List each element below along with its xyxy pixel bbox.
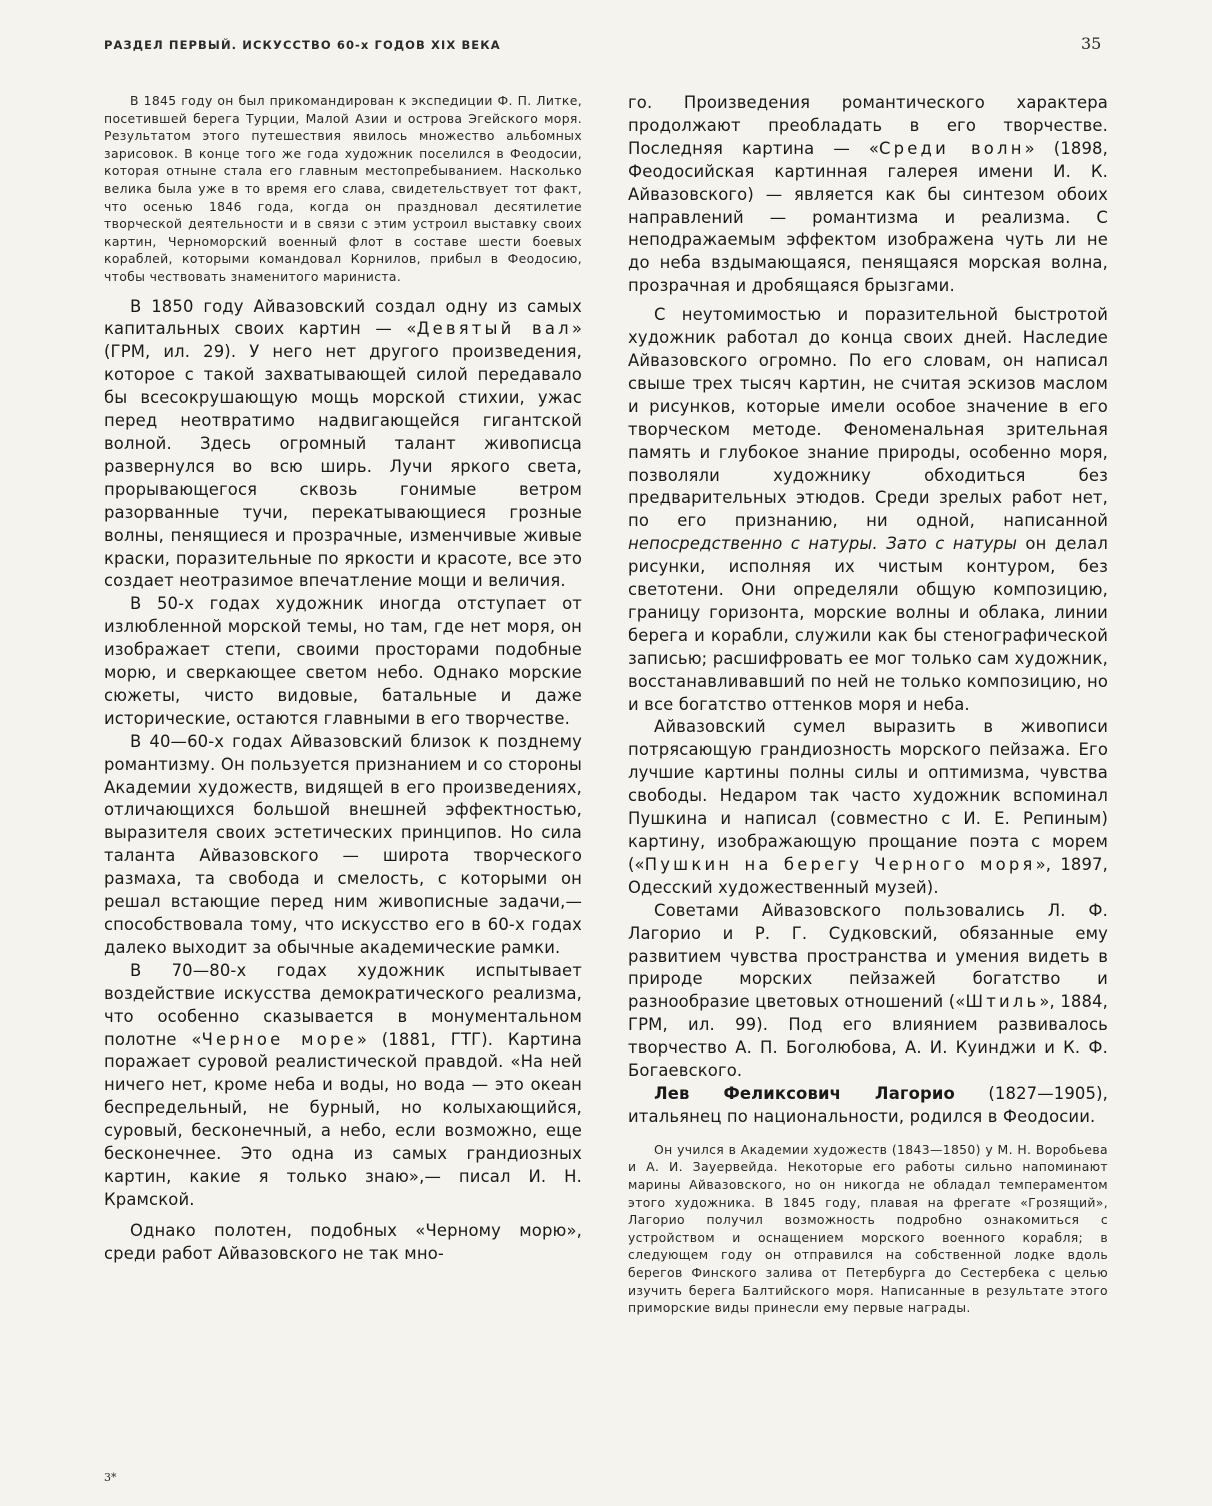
text-run: В 1850 году Айвазовский создал одну из самых капитальных своих картин — « <box>104 296 582 339</box>
running-head: РАЗДЕЛ ПЕРВЫЙ. ИСКУССТВО 60-х ГОДОВ XIX ВЕКА <box>104 38 501 52</box>
signature-mark: 3* <box>104 1471 117 1484</box>
text-run: он делал рисунки, исполняя их чистым контуром, без светотени. Они определяли общую композицию, границу горизонта, морские волны и облака, линии берега и корабли, служили как бы стенографической записью; расшифровать ее мог только сам художник, восстанавливавший по ней не только композицию, но и все богатство оттенков моря и неба. <box>628 534 1108 714</box>
small-print-note: В 1845 году он был прикомандирован к экспедиции Ф. П. Литке, посетившей берега Турции, Малой Азии и острова Эгейского моря. Результатом этого путешествия явилось множество альбомных зарисовок. В конце того же года художник поселился в Феодосии, которая отныне стала его главным местопребыванием. Насколько велика была уже в то время его слава, свидетельствует тот факт, что осенью 1846 года, когда он праздновал десятилетие творческой деятельности и в связи с этим устроил выставку своих картин, Черноморский военный флот в составе шести боевых кораблей, которыми командовал Корнилов, прибыл в Феодосию, чтобы чествовать знаменитого мариниста. <box>104 93 582 284</box>
italic-phrase: Зато с натуры <box>886 534 1018 554</box>
body-paragraph <box>628 304 1108 716</box>
body-paragraph <box>628 716 1108 899</box>
text-run: », 1884, ГРМ, ил. 99). Под его влиянием развивалось творчество А. П. Боголюбова, А. И. Куинджи и К. Ф. Богаевского. <box>628 992 1108 1081</box>
right-column <box>628 92 1108 1327</box>
text-run: » (1898, Феодосийская картинная галерея имени И. К. Айвазовского) — является как бы синтезом обоих направлений — романтизма и реализма. С неподражаемым эффектом изображена чуть ли не до неба вздымающаяся, пенящаяся морская волна, прозрачная и дробящаяся брызгами. <box>628 138 1108 296</box>
artist-name: Лев Феликсович Лагорио <box>654 1083 955 1103</box>
painting-title: Штиль <box>965 992 1040 1012</box>
painting-title: Пушкин на берегу Черного моря <box>644 854 1036 874</box>
body-paragraph <box>104 296 582 594</box>
painting-title: Девятый вал <box>416 319 572 339</box>
text-run: (1827—1905), итальянец по национальности, родился в Феодосии. <box>628 1083 1108 1126</box>
body-paragraph: В 50-х годах художник иногда отступает от излюбленной морской темы, но там, где нет моря, он изображает степи, своими просторами подобные морю, и сверкающее светом небо. Однако морские сюжеты, чисто видовые, батальные и даже исторические, остаются главными в его творчестве. <box>104 594 582 728</box>
painting-title: Среди волн <box>879 138 1025 158</box>
small-print-note: Он учился в Академии художеств (1843—1850) у М. Н. Воробьева и А. И. Зауервейда. Некоторые его работы сильно напоминают марины Айвазовского, но он никогда не обладал темпераментом этого художника. В 1845 году, плавая на фрегате «Грозящий», Лагорио получил возможность подробно ознакомиться с устройством и оснащением морского военного корабля; в следующем году он отправился на собственной лодке вдоль берегов Финского залива от Петербурга до Сестербека с целью изучить берега Балтийского моря. Написанные в результате этого приморские виды принесли ему первые награды. <box>628 1141 1108 1316</box>
text-run: Советами Айвазовского пользовались Л. Ф. Лагорио и Р. Г. Судковский, обязанные ему развитием чувства пространства и умения видеть в природе морских пейзажей богатство и разнообразие цветовых отношений (« <box>628 900 1108 1012</box>
body-paragraph <box>628 900 1108 1083</box>
italic-phrase: непосредственно с натуры. <box>628 534 878 554</box>
text-run: го. Произведения романтического характера продолжают преобладать в его творчестве. Последняя картина — « <box>628 93 1108 158</box>
body-paragraph: В 40—60-х годах Айвазовский близок к позднему романтизму. Он пользуется признанием и со стороны Академии художеств, видящей в его произведениях, отличающихся большой внешней эффектностью, выразителя своих эстетических принципов. Но сила таланта Айвазовского — широта творческого размаха, та свобода и смелость, с которыми он решал встающие перед ним живописные задачи,— способствовала тому, что искусство его в 60-х годах далеко выходит за обычные академические рамки. <box>104 731 582 957</box>
body-paragraph: Однако полотен, подобных «Черному морю», среди работ Айвазовского не так мно- <box>104 1220 582 1263</box>
text-run: В 70—80-х годах художник испытывает воздействие искусства демократического реализма, что особенно сказывается в монументальном полотне « <box>104 960 582 1049</box>
body-paragraph <box>628 92 1108 298</box>
text-run: » (1881, ГТГ). Картина поражает суровой реалистической правдой. «На ней ничего нет, кроме неба и воды, но вода — это океан беспредельный, не бурный, но колыхающийся, суровый, бесконечный, а небо, если возможно, еще бесконечнее. Это одна из самых грандиозных картин, какие я только знаю»,— писал И. Н. Крамской. <box>104 1029 582 1209</box>
painting-title: Черное море <box>201 1029 357 1049</box>
text-run: Айвазовский сумел выразить в живописи потрясающую грандиозность морского пейзажа. Его лучшие картины полны силы и оптимизма, чувства свободы. Недаром так часто художник вспоминал Пушкина и написал (совместно с И. Е. Репиным) картину, изображающую прощание поэта с морем (« <box>628 717 1108 874</box>
page-number: 35 <box>1081 34 1102 53</box>
text-run <box>878 534 886 553</box>
left-column <box>104 92 582 1266</box>
text-run: » (ГРМ, ил. 29). У него нет другого произведения, которое с такой захватывающей силой передавало бы всесокрушающую мощь морской стихии, ужас перед неотвратимо надвигающейся гигантской волной. Здесь огромный талант живописца развернулся во всю ширь. Лучи яркого света, прорывающегося сквозь гонимые ветром разорванные тучи, перекатывающиеся грозные волны, пенящиеся и прозрачные, изменчивые живые краски, поразительные по яркости и красоте, все это создает неотразимое впечатление мощи и величия. <box>104 319 582 591</box>
body-paragraph <box>104 960 582 1212</box>
body-paragraph <box>628 1083 1108 1129</box>
text-run: С неутомимостью и поразительной быстротой художник работал до конца своих дней. Наследие Айвазовского огромно. По его словам, он написал свыше трех тысяч картин, не считая эскизов маслом и рисунков, которые имели особое значение в его творческом методе. Феноменальная зрительная память и глубокое знание природы, особенно моря, позволяли художнику обходиться без предварительных этюдов. Среди зрелых работ нет, по его признанию, ни одной, написанной <box>628 305 1108 531</box>
text-run: », 1897, Одесский художественный музей). <box>628 854 1108 897</box>
